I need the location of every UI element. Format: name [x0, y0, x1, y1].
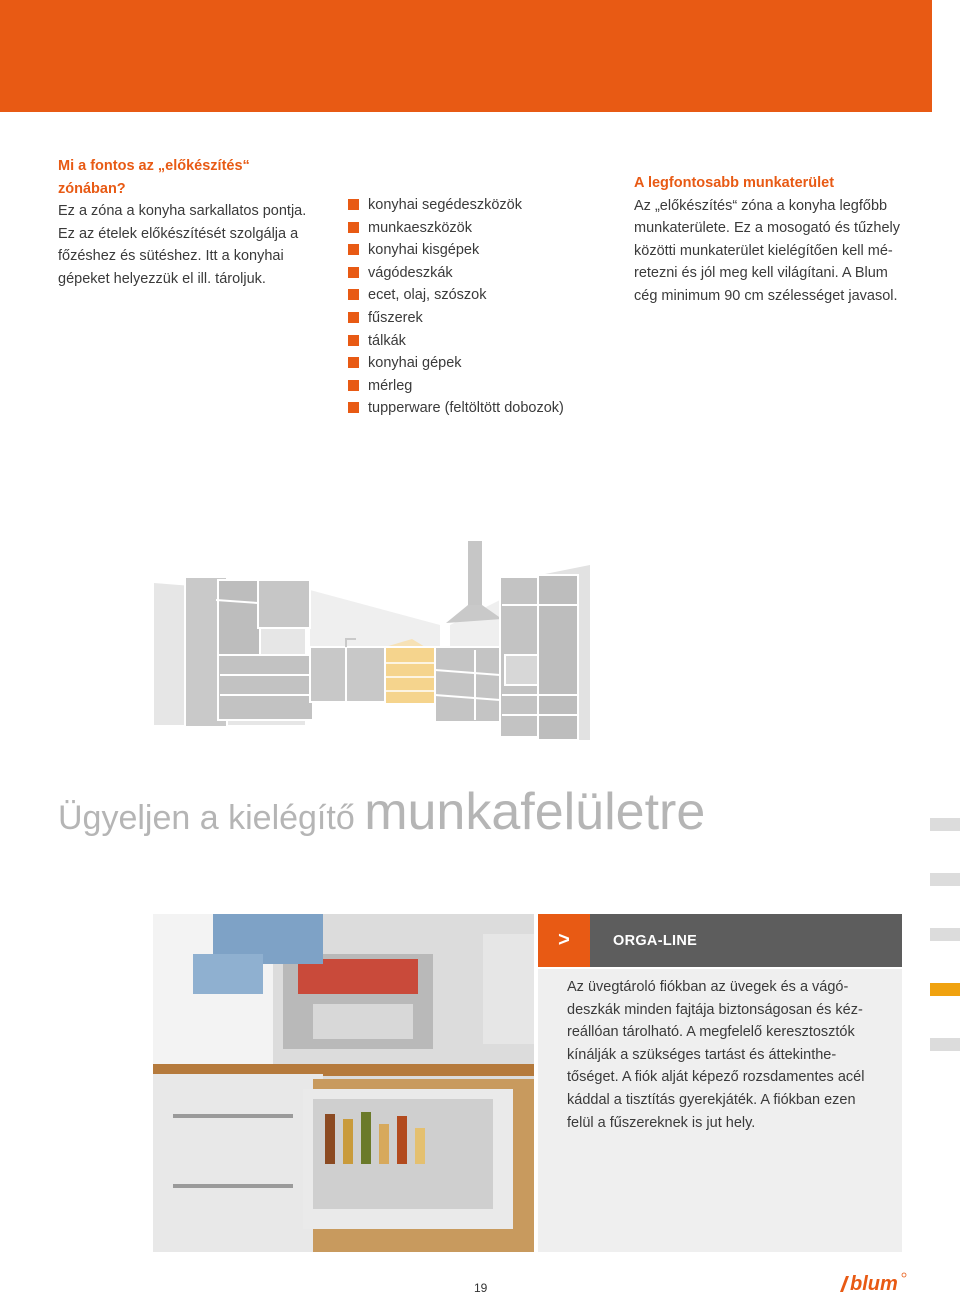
- workspace-line: munkaterülete. Ez a mosogató és tűzhely: [634, 220, 900, 237]
- list-item-label: munkaeszközök: [368, 219, 472, 236]
- square-bullet-icon: [348, 357, 359, 368]
- orga-line-box: [538, 969, 902, 1252]
- intro-line: Ez az ételek előkészítését szolgálja a: [58, 225, 299, 242]
- list-item-label: ecet, olaj, szószok: [368, 287, 487, 304]
- square-bullet-icon: [348, 289, 359, 300]
- orga-line: reállóan tárolható. A megfelelő keresztosztók: [567, 1024, 855, 1041]
- intro-line: gépeket helyezzük el ill. tároljuk.: [58, 270, 266, 287]
- square-bullet-icon: [348, 335, 359, 346]
- list-item: [348, 397, 608, 420]
- list-item-label: konyhai segédeszközök: [368, 197, 522, 213]
- list-item: [348, 375, 608, 398]
- kitchen-illustration: [150, 535, 595, 745]
- square-bullet-icon: [348, 380, 359, 391]
- workspace-line: Az „előkészítés“ zóna a konyha legfőbb: [634, 197, 888, 214]
- workspace-line: cég minimum 90 cm szélességet javasol.: [634, 287, 898, 304]
- page-number: 19: [474, 1281, 488, 1295]
- list-item-label: tálkák: [368, 332, 406, 349]
- list-item: [348, 307, 608, 330]
- list-item-label: konyhai kisgépek: [368, 242, 480, 259]
- list-item: [348, 352, 608, 375]
- intro-line: Ez a zóna a konyha sarkallatos pontja.: [58, 203, 307, 220]
- workspace-heading: A legfontosabb munkaterület: [634, 175, 835, 191]
- square-bullet-icon: [348, 312, 359, 323]
- workspace-line: közötti munkaterület kielégítően kell mé-: [634, 242, 893, 259]
- headline-part1: Ügyeljen a kielégítő: [58, 799, 365, 837]
- orga-line: Az üvegtároló fiókban az üvegek és a vágó-: [567, 979, 849, 995]
- side-tab-marker: [930, 873, 960, 886]
- intro-column: [58, 155, 308, 291]
- square-bullet-icon: [348, 402, 359, 413]
- list-item: [348, 284, 608, 307]
- list-item: [348, 239, 608, 262]
- arrow-icon: >: [538, 914, 590, 967]
- orga-line: káddal a tisztítás gyerekjáték. A fiókban ezen: [567, 1091, 856, 1108]
- orga-line-title: ORGA-LINE: [613, 932, 698, 949]
- list-item-label: fűszerek: [368, 309, 423, 326]
- list-item: [348, 262, 608, 285]
- list-item: [348, 217, 608, 240]
- list-item-label: vágódeszkák: [368, 264, 453, 281]
- side-tab-marker-active: [930, 983, 960, 996]
- workspace-column: [634, 172, 924, 308]
- workspace-line: retezni és jól meg kell világítani. A Blum: [634, 265, 888, 282]
- equipment-list: [348, 194, 608, 420]
- headline-part2: munkafelületre: [364, 783, 706, 841]
- list-item: [348, 194, 608, 217]
- list-item-label: konyhai gépek: [368, 355, 462, 372]
- list-item: [348, 330, 608, 353]
- side-tab-marker: [930, 818, 960, 831]
- intro-heading-line1: Mi a fontos az „előkészítés“: [58, 158, 250, 174]
- headline: [58, 783, 706, 841]
- square-bullet-icon: [348, 199, 359, 210]
- side-tab-markers: [930, 818, 960, 1093]
- square-bullet-icon: [348, 222, 359, 233]
- orga-line-text: [567, 976, 887, 1134]
- orga-line: felül a fűszereknek is jut hely.: [567, 1114, 756, 1131]
- blum-logo: [838, 1270, 908, 1296]
- square-bullet-icon: [348, 267, 359, 278]
- drawer-photo: [153, 914, 534, 1252]
- intro-line: főzéshez és sütéshez. Itt a konyhai: [58, 248, 284, 265]
- intro-heading-line2: zónában?: [58, 180, 126, 197]
- orga-line: deszkák minden fajtája biztonságosan és kéz-: [567, 1001, 863, 1018]
- top-banner: [0, 0, 932, 112]
- list-item-label: mérleg: [368, 377, 413, 394]
- orga-line: tőséget. A fiók alját képező rozsdamentes acél: [567, 1069, 865, 1086]
- orga-line-header: [538, 914, 902, 967]
- square-bullet-icon: [348, 244, 359, 255]
- side-tab-marker: [930, 1038, 960, 1051]
- orga-line: kínálják a szükséges tartást és áttekinthe-: [567, 1046, 837, 1063]
- list-item-label: tupperware (feltöltött dobozok): [368, 400, 564, 417]
- side-tab-marker: [930, 928, 960, 941]
- logo-text: blum: [850, 1273, 898, 1295]
